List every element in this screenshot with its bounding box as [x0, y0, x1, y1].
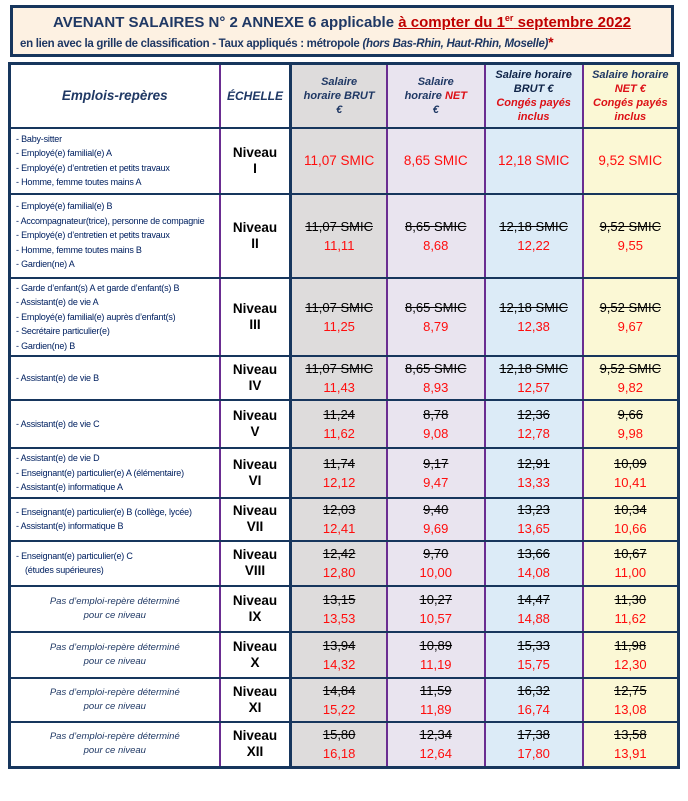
title-line-1 [13, 13, 671, 31]
old-value: 14,84 [322, 682, 356, 698]
no-job-note-line: Pas d’emploi-repère déterminé [49, 595, 180, 607]
value-cell-brut [291, 498, 387, 541]
value-cell-brut-conges-payes [485, 722, 583, 768]
old-value: 9,66 [617, 407, 643, 422]
new-value: 12,38 [517, 318, 550, 334]
old-value: 10,27 [419, 591, 453, 607]
new-value: 11,25 [323, 318, 355, 334]
value-cell-brut [291, 586, 387, 632]
level-cell [220, 586, 291, 632]
level-word: Niveau [232, 638, 278, 654]
new-value: 9,69 [423, 521, 449, 536]
value-cell-brut-conges-payes [485, 128, 583, 194]
job-item: - Gardien(ne) B [16, 340, 76, 351]
level-word: Niveau [232, 728, 278, 744]
old-value: 15,33 [517, 637, 550, 653]
new-value: 12,80 [322, 565, 356, 580]
jobs-cell [10, 278, 220, 357]
no-job-note-line: pour ce niveau [83, 655, 146, 667]
job-item: - Employé(e) familial(e) A [16, 148, 112, 158]
value-cell-net [387, 448, 485, 498]
level-word: Niveau [232, 503, 278, 518]
value-cell-net [387, 278, 485, 357]
value-cell-net-conges-payes [583, 128, 679, 194]
table-row [10, 356, 679, 400]
level-numeral: X [250, 654, 260, 670]
value-cell-brut-conges-payes [485, 586, 583, 632]
value-cell-net [387, 400, 485, 448]
level-numeral: I [253, 160, 257, 176]
job-item: - Employé(e) familial(e) auprès d’enfant(s) [16, 311, 176, 322]
value-cell-net-conges-payes [583, 356, 679, 400]
new-value: 16,74 [517, 701, 550, 717]
job-item: - Enseignant(e) particulier(e) A (élémentaire) [16, 467, 184, 478]
level-cell [220, 722, 291, 768]
value-cell-net [387, 632, 485, 678]
value-cell-brut [291, 278, 387, 357]
value-cell-net [387, 128, 485, 194]
job-item: - Garde d’enfant(s) A et garde d’enfant(s) B [16, 282, 180, 293]
value-cell-brut-conges-payes [485, 400, 583, 448]
new-value: 11,07 SMIC [303, 153, 375, 168]
value-cell-net-conges-payes [583, 541, 679, 586]
level-word: Niveau [232, 408, 278, 423]
job-item: - Assistant(e) de vie D [16, 453, 100, 463]
level-cell [220, 498, 291, 541]
job-item: - Enseignant(e) particulier(e) B (collège, lycée) [16, 506, 192, 517]
new-value: 11,19 [419, 656, 452, 672]
value-cell-brut-conges-payes [485, 278, 583, 357]
jobs-cell [10, 632, 220, 678]
new-value: 15,75 [517, 656, 550, 672]
level-cell [220, 678, 291, 722]
job-item: (études supérieures) [25, 565, 104, 575]
new-value: 9,82 [617, 380, 643, 395]
job-item: - Accompagnateur(trice), personne de compagnie [16, 215, 205, 226]
value-cell-net-conges-payes [583, 586, 679, 632]
jobs-cell [10, 678, 220, 722]
old-value: 13,94 [322, 637, 356, 653]
job-item: - Assistant(e) de vie C [16, 418, 100, 429]
level-cell [220, 278, 291, 357]
old-value: 9,52 SMIC [599, 218, 661, 234]
jobs-cell [10, 448, 220, 498]
level-cell [220, 128, 291, 194]
job-item: - Employé(e) d’entretien et petits travaux [16, 230, 170, 241]
old-value: 11,07 SMIC [305, 299, 373, 315]
old-value: 11,59 [419, 682, 452, 698]
new-value: 9,47 [423, 474, 449, 490]
old-value: 8,65 SMIC [405, 218, 467, 234]
old-value: 11,24 [323, 407, 355, 422]
old-value: 12,42 [322, 546, 356, 561]
new-value: 13,33 [517, 474, 550, 490]
value-cell-brut-conges-payes [485, 541, 583, 586]
old-value: 11,07 SMIC [305, 361, 373, 376]
table-row [10, 194, 679, 278]
jobs-cell [10, 722, 220, 768]
new-value: 10,66 [614, 521, 647, 536]
value-cell-net-conges-payes [583, 678, 679, 722]
subtitle-region-note: (hors Bas-Rhin, Haut-Rhin, Moselle) [362, 37, 549, 50]
level-cell [220, 632, 291, 678]
title-effective-date: à compter du 1er septembre 2022 [398, 12, 632, 31]
value-cell-net-conges-payes [583, 632, 679, 678]
value-cell-brut [291, 448, 387, 498]
table-row [10, 400, 679, 448]
value-cell-brut-conges-payes [485, 678, 583, 722]
new-value: 14,88 [517, 610, 550, 626]
old-value: 13,66 [517, 546, 550, 561]
new-value: 13,91 [614, 746, 647, 762]
new-value: 12,30 [614, 656, 647, 672]
job-item: - Gardien(ne) A [16, 259, 75, 270]
old-value: 13,15 [322, 591, 356, 607]
job-item: - Enseignant(e) particulier(e) C [16, 550, 133, 561]
new-value: 10,57 [419, 610, 453, 626]
new-value: 11,00 [614, 565, 647, 580]
old-value: 9,40 [423, 502, 449, 517]
table-body [10, 128, 679, 768]
value-cell-net [387, 541, 485, 586]
table-header-row [10, 64, 679, 128]
title-main: AVENANT SALAIRES N° 2 ANNEXE 6 [52, 13, 317, 31]
level-word: Niveau [232, 456, 278, 472]
no-job-note-line: Pas d’emploi-repère déterminé [49, 731, 180, 743]
no-job-note-line: pour ce niveau [83, 609, 146, 621]
value-cell-brut [291, 722, 387, 768]
jobs-cell [10, 586, 220, 632]
old-value: 8,65 SMIC [405, 361, 467, 376]
new-value: 9,55 [617, 237, 643, 253]
new-value: 14,08 [517, 565, 550, 580]
jobs-cell [10, 541, 220, 586]
document-title-box [10, 5, 674, 57]
level-word: Niveau [232, 300, 278, 316]
new-value: 12,18 SMIC [498, 153, 570, 168]
value-cell-brut [291, 678, 387, 722]
value-cell-brut-conges-payes [485, 498, 583, 541]
new-value: 16,18 [322, 746, 356, 762]
level-word: Niveau [232, 592, 278, 608]
old-value: 10,34 [614, 502, 647, 517]
level-numeral: III [249, 316, 261, 332]
salary-table [8, 62, 680, 769]
table-row [10, 498, 679, 541]
level-cell [220, 400, 291, 448]
value-cell-brut [291, 128, 387, 194]
level-numeral: VIII [244, 563, 266, 578]
old-value: 12,36 [517, 407, 550, 422]
level-numeral: II [251, 235, 259, 251]
old-value: 13,58 [614, 727, 647, 743]
job-item: - Baby-sitter [16, 133, 62, 144]
value-cell-brut [291, 632, 387, 678]
job-item: - Employé(e) familial(e) B [16, 201, 113, 212]
old-value: 10,89 [419, 637, 453, 653]
new-value: 10,41 [614, 474, 647, 490]
job-item: - Assistant(e) informatique B [16, 521, 124, 531]
level-cell [220, 541, 291, 586]
old-value: 12,91 [517, 455, 550, 471]
no-job-note-line: Pas d’emploi-repère déterminé [49, 641, 180, 653]
jobs-cell [10, 400, 220, 448]
job-item: - Employé(e) d’entretien et petits travaux [16, 162, 170, 173]
new-value: 13,08 [614, 701, 647, 717]
jobs-cell [10, 498, 220, 541]
job-item: - Assistant(e) informatique A [16, 482, 123, 492]
job-item: - Secrétaire particulier(e) [16, 326, 110, 336]
new-value: 9,08 [423, 426, 449, 441]
no-job-note-line: pour ce niveau [83, 700, 146, 712]
new-value: 9,52 SMIC [598, 153, 663, 168]
new-value: 12,22 [517, 237, 550, 253]
value-cell-net-conges-payes [583, 400, 679, 448]
value-cell-brut [291, 356, 387, 400]
new-value: 12,41 [322, 521, 356, 536]
new-value: 17,80 [517, 746, 550, 762]
old-value: 11,30 [614, 591, 647, 607]
new-value: 12,78 [517, 426, 550, 441]
level-numeral: VI [248, 472, 262, 488]
old-value: 13,23 [517, 502, 550, 517]
new-value: 9,67 [617, 318, 643, 334]
old-value: 9,52 SMIC [599, 361, 661, 376]
level-cell [220, 194, 291, 278]
value-cell-net-conges-payes [583, 194, 679, 278]
old-value: 16,32 [517, 682, 550, 698]
table-row [10, 632, 679, 678]
value-cell-brut-conges-payes [485, 194, 583, 278]
new-value: 12,12 [322, 474, 356, 490]
level-numeral: VII [246, 519, 264, 534]
old-value: 8,78 [423, 407, 449, 422]
new-value: 15,22 [322, 701, 356, 717]
subtitle-asterisk: * [548, 33, 554, 50]
level-word: Niveau [232, 547, 278, 562]
new-value: 8,93 [423, 380, 449, 395]
level-numeral: IV [248, 378, 262, 393]
old-value: 10,67 [614, 546, 647, 561]
value-cell-net [387, 356, 485, 400]
new-value: 11,89 [419, 701, 452, 717]
job-item: - Assistant(e) de vie A [16, 297, 99, 307]
old-value: 12,03 [322, 502, 356, 517]
table-row [10, 128, 679, 194]
old-value: 11,74 [323, 455, 355, 471]
col-header-echelle: ÉCHELLE [220, 64, 291, 128]
table-row [10, 278, 679, 357]
title-applicable: applicable [316, 13, 399, 31]
old-value: 15,80 [322, 727, 356, 743]
job-item: - Assistant(e) de vie B [16, 372, 99, 383]
value-cell-net [387, 678, 485, 722]
new-value: 11,62 [323, 426, 355, 441]
new-value: 11,43 [323, 380, 355, 395]
value-cell-brut [291, 194, 387, 278]
new-value: 8,68 [423, 237, 449, 253]
jobs-cell [10, 194, 220, 278]
value-cell-brut [291, 400, 387, 448]
value-cell-brut [291, 541, 387, 586]
value-cell-net-conges-payes [583, 722, 679, 768]
new-value: 8,79 [423, 318, 449, 334]
new-value: 10,00 [419, 565, 453, 580]
new-value: 12,64 [419, 746, 453, 762]
col-header-net: Salaire horaire NET € [387, 64, 485, 128]
value-cell-net [387, 194, 485, 278]
level-numeral: V [250, 424, 260, 439]
old-value: 9,70 [423, 546, 449, 561]
title-line-2 [13, 34, 671, 50]
old-value: 11,98 [614, 637, 647, 653]
old-value: 12,34 [419, 727, 453, 743]
value-cell-brut-conges-payes [485, 632, 583, 678]
col-header-brut: Salaire horaire BRUT € [291, 64, 387, 128]
new-value: 9,98 [617, 426, 643, 441]
value-cell-net-conges-payes [583, 278, 679, 357]
table-row [10, 722, 679, 768]
old-value: 8,65 SMIC [405, 299, 467, 315]
level-cell [220, 356, 291, 400]
value-cell-brut-conges-payes [485, 448, 583, 498]
value-cell-brut-conges-payes [485, 356, 583, 400]
value-cell-net [387, 498, 485, 541]
old-value: 12,18 SMIC [499, 299, 568, 315]
subtitle-main: en lien avec la grille de classification - Taux appliqués : métropole [20, 37, 363, 50]
old-value: 12,75 [614, 682, 647, 698]
new-value: 11,62 [614, 610, 647, 626]
value-cell-net-conges-payes [583, 498, 679, 541]
level-word: Niveau [232, 362, 278, 377]
new-value: 12,57 [517, 380, 550, 395]
value-cell-net [387, 722, 485, 768]
job-item: - Homme, femme toutes mains A [16, 177, 142, 187]
level-word: Niveau [232, 144, 278, 160]
old-value: 17,38 [517, 727, 550, 743]
col-header-net-conges-payes: Salaire horaire NET € Congés payés inclus [583, 64, 679, 128]
col-header-brut-conges-payes: Salaire horaire BRUT € Congés payés inclus [485, 64, 583, 128]
new-value: 11,11 [323, 237, 355, 253]
old-value: 9,17 [423, 455, 449, 471]
value-cell-net-conges-payes [583, 448, 679, 498]
new-value: 13,65 [517, 521, 550, 536]
jobs-cell [10, 356, 220, 400]
old-value: 12,18 SMIC [499, 218, 568, 234]
no-job-note-line: pour ce niveau [83, 745, 146, 757]
table-row [10, 541, 679, 586]
table-row [10, 448, 679, 498]
table-row [10, 678, 679, 722]
level-numeral: XI [248, 699, 262, 715]
level-cell [220, 448, 291, 498]
level-numeral: XII [246, 744, 264, 760]
new-value: 8,65 SMIC [403, 153, 468, 168]
old-value: 11,07 SMIC [305, 218, 373, 234]
new-value: 13,53 [322, 610, 356, 626]
old-value: 12,18 SMIC [499, 361, 568, 376]
old-value: 14,47 [517, 591, 550, 607]
new-value: 14,32 [322, 656, 356, 672]
no-job-note-line: Pas d’emploi-repère déterminé [49, 686, 180, 698]
old-value: 9,52 SMIC [599, 299, 661, 315]
level-numeral: IX [248, 608, 262, 624]
value-cell-net [387, 586, 485, 632]
job-item: - Homme, femme toutes mains B [16, 244, 142, 255]
level-word: Niveau [232, 219, 278, 235]
col-header-emplois: Emplois-repères [10, 64, 220, 128]
old-value: 10,09 [614, 455, 647, 471]
jobs-cell [10, 128, 220, 194]
table-row [10, 586, 679, 632]
level-word: Niveau [232, 683, 278, 699]
